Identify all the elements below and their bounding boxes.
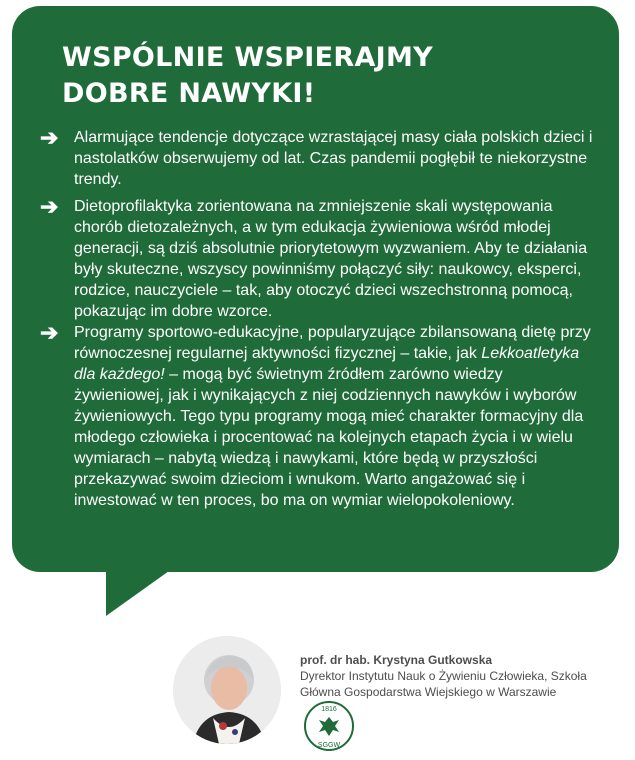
author-role: Dyrektor Instytutu Nauk o Żywieniu Człowieka, Szkoła Główna Gospodarstwa Wiejskiego w Warszawie	[300, 669, 587, 699]
bullet-text-after: – mogą być świetnym źródłem zarówno wiedzy żywieniowej, jak i wynikających z niej codziennych nawyków i wyborów żywieniowych. Tego typu programy mogą mieć charakter formacyjny dla młodego człowieka i procentować na kolejnych etapach życia i w wielu wymiarach – nabytą wiedzą i nawykami, które będą w przyszłości przekazywać swoim dzieciom i wnukom. Warto angażować się i inwestować w ten proces, bo ma on wymiar wielopokoleniowy.	[74, 366, 584, 509]
author-portrait	[173, 636, 281, 744]
bullet-text: Alarmujące tendencje dotyczące wzrastającej masy ciała polskich dzieci i nastolatków obserwujemy od lat. Czas pandemii pogłębił te niekorzystne trendy.	[74, 129, 593, 188]
bullet-text: Dietoprofilaktyka zorientowana na zmniejszenie skali występowania chorób dietozależnych, a w tym edukacja żywieniowa wśród młodej generacji, są dziś absolutnie priorytetowym wyzwaniem. Aby te działania były skuteczne, wszyscy powinniśmy połączyć siły: naukowcy, eksperci, rodzice, nauczyciele – tak, aby otoczyć dzieci wszechstronną pomocą, pokazując im dobre wzorce.	[74, 198, 588, 320]
bullet-text-before: Programy sportowo-edukacyjne, popularyzujące zbilansowaną dietę przy równoczesnej regularnej aktywności fizycznej – takie, jak	[74, 324, 591, 362]
list-item	[40, 196, 600, 322]
bullet-text	[74, 322, 594, 511]
page-title: WSPÓLNIE WSPIERAJMY DOBRE NAWYKI!	[62, 42, 434, 109]
list-item	[40, 322, 600, 511]
eagle-icon	[319, 717, 339, 736]
list-item	[40, 127, 600, 190]
arrow-right-icon: ➔	[40, 125, 59, 150]
program-name: Lekkoatletyka dla każdego!	[74, 345, 580, 383]
sggw-seal-logo	[303, 700, 355, 752]
author-info	[300, 652, 620, 700]
seal-year: 1816	[321, 706, 337, 713]
author-name: prof. dr hab. Krystyna Gutkowska	[300, 653, 493, 667]
arrow-right-icon: ➔	[40, 320, 59, 345]
arrow-right-icon: ➔	[40, 194, 59, 219]
seal-letters: SGGW	[317, 742, 341, 749]
avatar	[173, 636, 281, 744]
speech-bubble-tail	[106, 566, 176, 616]
